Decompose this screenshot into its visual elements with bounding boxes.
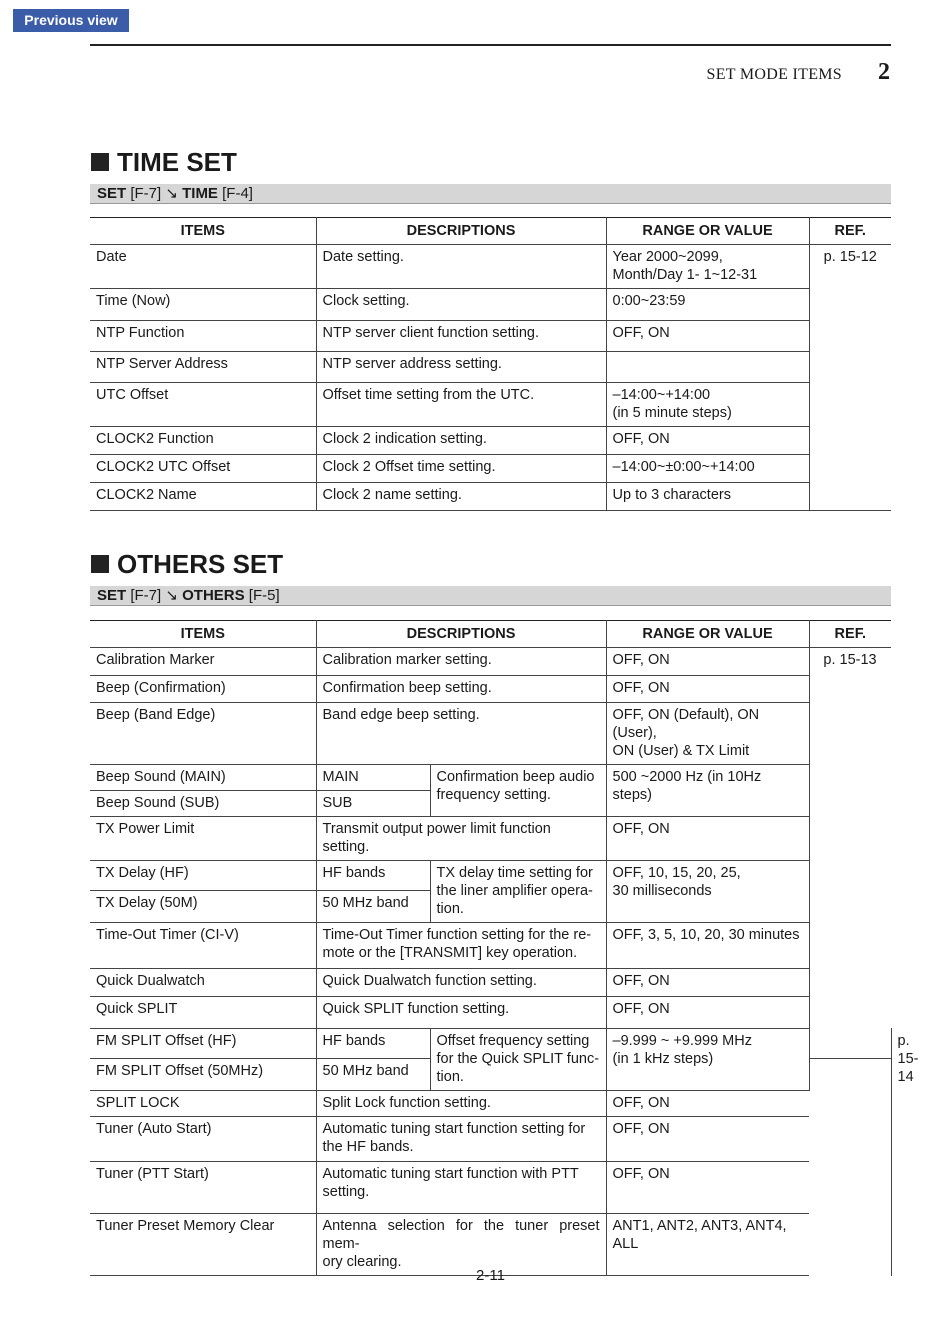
- square-bullet-icon: [91, 153, 109, 171]
- previous-view-button[interactable]: Previous view: [13, 9, 129, 32]
- sub-cell: HF bands: [316, 1029, 430, 1059]
- description-cell: Automatic tuning start function with PTT setting.: [316, 1162, 606, 1214]
- description-cell: Antenna selection for the tuner preset mem- ory clearing.: [316, 1214, 606, 1276]
- item-cell: CLOCK2 UTC Offset: [90, 455, 316, 483]
- description-cell: Date setting.: [316, 245, 606, 289]
- item-cell: Quick SPLIT: [90, 997, 316, 1029]
- range-cell: OFF, ON: [606, 648, 809, 676]
- column-header: RANGE OR VALUE: [606, 621, 809, 648]
- chapter-number: 2: [878, 59, 890, 85]
- range-cell: OFF, ON: [606, 1117, 809, 1162]
- range-cell: OFF, 10, 15, 20, 25, 30 milliseconds: [606, 861, 809, 923]
- range-cell: OFF, ON: [606, 1162, 809, 1214]
- table-row: [90, 923, 891, 969]
- table-row: [90, 455, 891, 483]
- item-cell: Quick Dualwatch: [90, 969, 316, 997]
- item-cell: Tuner (PTT Start): [90, 1162, 316, 1214]
- table-row: [90, 483, 891, 511]
- item-cell: Beep (Band Edge): [90, 703, 316, 765]
- table-row: [90, 1117, 891, 1162]
- column-header: REF.: [809, 218, 891, 245]
- header-rule: [90, 44, 891, 46]
- table-row: [90, 1162, 891, 1214]
- description-cell: NTP server address setting.: [316, 352, 606, 383]
- description-cell: Confirmation beep audio frequency setting.: [430, 765, 606, 817]
- range-cell: OFF, ON: [606, 1091, 809, 1117]
- description-cell: TX delay time setting for the liner amplifier opera- tion.: [430, 861, 606, 923]
- item-cell: Date: [90, 245, 316, 289]
- table-row: [90, 817, 891, 861]
- description-cell: Clock setting.: [316, 289, 606, 321]
- item-cell: Beep (Confirmation): [90, 676, 316, 703]
- time-set-table: [90, 217, 891, 511]
- table-row: [90, 676, 891, 703]
- description-cell: Clock 2 name setting.: [316, 483, 606, 511]
- range-cell: 500 ~2000 Hz (in 10Hz steps): [606, 765, 809, 817]
- description-cell: Band edge beep setting.: [316, 703, 606, 765]
- item-cell: CLOCK2 Name: [90, 483, 316, 511]
- table-row: [90, 427, 891, 455]
- others-set-table: [90, 620, 919, 1276]
- item-cell: Time (Now): [90, 289, 316, 321]
- description-cell: Offset frequency setting for the Quick SPLIT func- tion.: [430, 1029, 606, 1091]
- ref-cell: p. 15-13: [809, 648, 891, 1059]
- sub-cell: SUB: [316, 791, 430, 817]
- table-row: [90, 703, 891, 765]
- time-set-path: [90, 184, 891, 204]
- table-header-row: [90, 621, 891, 648]
- table-row: [90, 1091, 891, 1117]
- description-cell: Transmit output power limit function setting.: [316, 817, 606, 861]
- path-key: OTHERS: [182, 587, 245, 604]
- column-header: ITEMS: [90, 218, 316, 245]
- table-row: FM SPLIT Offset (HF) HF bands Offset frequency setting for the Quick SPLIT func- tion. –9.999 ~ +9.999 MHz (in 1 kHz steps) p. 15-14: [90, 1029, 891, 1059]
- description-cell: Automatic tuning start function setting for the HF bands.: [316, 1117, 606, 1162]
- page-number: 2-11: [476, 1267, 505, 1284]
- path-key: TIME: [182, 185, 218, 202]
- range-cell: OFF, ON (Default), ON (User), ON (User) & TX Limit: [606, 703, 809, 765]
- path-value: [F-7]: [126, 587, 166, 604]
- item-cell: FM SPLIT Offset (50MHz): [90, 1058, 316, 1090]
- description-cell: Time-Out Timer function setting for the re- mote or the [TRANSMIT] key operation.: [316, 923, 606, 969]
- range-cell: OFF, ON: [606, 321, 809, 352]
- range-cell: –14:00~+14:00 (in 5 minute steps): [606, 383, 809, 427]
- square-bullet-icon: [91, 555, 109, 573]
- column-header: REF.: [809, 621, 891, 648]
- range-cell: Up to 3 characters: [606, 483, 809, 511]
- description-cell: Offset time setting from the UTC.: [316, 383, 606, 427]
- range-cell: ANT1, ANT2, ANT3, ANT4, ALL: [606, 1214, 809, 1276]
- column-header: DESCRIPTIONS: [316, 218, 606, 245]
- range-cell: OFF, ON: [606, 969, 809, 997]
- table-row: [90, 997, 891, 1029]
- sub-cell: HF bands: [316, 861, 430, 891]
- table-row: [90, 969, 891, 997]
- item-cell: Beep Sound (MAIN): [90, 765, 316, 791]
- range-cell: OFF, ON: [606, 817, 809, 861]
- others-set-heading: [91, 548, 283, 580]
- table-row: [90, 245, 891, 289]
- table-row: [90, 289, 891, 321]
- sub-cell: MAIN: [316, 765, 430, 791]
- description-cell: NTP server client function setting.: [316, 321, 606, 352]
- others-set-path: [90, 586, 891, 606]
- column-header: DESCRIPTIONS: [316, 621, 606, 648]
- range-cell: OFF, ON: [606, 676, 809, 703]
- table-row: [90, 765, 891, 791]
- description-cell: Clock 2 indication setting.: [316, 427, 606, 455]
- description-cell: Split Lock function setting.: [316, 1091, 606, 1117]
- table-header-row: [90, 218, 891, 245]
- item-cell: Beep Sound (SUB): [90, 791, 316, 817]
- others-set-title: OTHERS SET: [117, 548, 284, 579]
- column-header: RANGE OR VALUE: [606, 218, 809, 245]
- range-cell: –14:00~±0:00~+14:00: [606, 455, 809, 483]
- table-row: [90, 383, 891, 427]
- item-cell: Time-Out Timer (CI-V): [90, 923, 316, 969]
- table-row: [90, 648, 891, 676]
- path-value: [F-5]: [244, 587, 280, 604]
- item-cell: TX Power Limit: [90, 817, 316, 861]
- column-header: ITEMS: [90, 621, 316, 648]
- arrow-icon: ↘: [165, 185, 178, 202]
- description-cell: Quick Dualwatch function setting.: [316, 969, 606, 997]
- path-key: SET: [97, 185, 127, 202]
- description-cell: Clock 2 Offset time setting.: [316, 455, 606, 483]
- path-value: [F-7]: [126, 185, 166, 202]
- range-cell: OFF, ON: [606, 427, 809, 455]
- range-cell: [606, 352, 809, 383]
- item-cell: Calibration Marker: [90, 648, 316, 676]
- running-header-title: SET MODE ITEMS: [706, 66, 842, 83]
- path-key: SET: [97, 587, 127, 604]
- item-cell: NTP Server Address: [90, 352, 316, 383]
- item-cell: TX Delay (HF): [90, 861, 316, 891]
- time-set-title: TIME SET: [117, 146, 237, 177]
- sub-cell: 50 MHz band: [316, 1058, 430, 1090]
- item-cell: TX Delay (50M): [90, 891, 316, 923]
- item-cell: Tuner (Auto Start): [90, 1117, 316, 1162]
- range-cell: 0:00~23:59: [606, 289, 809, 321]
- item-cell: UTC Offset: [90, 383, 316, 427]
- description-cell: Confirmation beep setting.: [316, 676, 606, 703]
- item-cell: SPLIT LOCK: [90, 1091, 316, 1117]
- item-cell: CLOCK2 Function: [90, 427, 316, 455]
- arrow-icon: ↘: [165, 587, 178, 604]
- item-cell: Tuner Preset Memory Clear: [90, 1214, 316, 1276]
- item-cell: NTP Function: [90, 321, 316, 352]
- description-cell: Calibration marker setting.: [316, 648, 606, 676]
- range-cell: Year 2000~2099, Month/Day 1- 1~12-31: [606, 245, 809, 289]
- table-row: [90, 861, 891, 891]
- item-cell: FM SPLIT Offset (HF): [90, 1029, 316, 1059]
- range-cell: OFF, 3, 5, 10, 20, 30 minutes: [606, 923, 809, 969]
- ref-cell: p. 15-12: [809, 245, 891, 511]
- time-set-heading: [91, 146, 237, 178]
- range-cell: –9.999 ~ +9.999 MHz (in 1 kHz steps): [606, 1029, 809, 1091]
- range-cell: OFF, ON: [606, 997, 809, 1029]
- path-value: [F-4]: [217, 185, 253, 202]
- table-row: [90, 321, 891, 352]
- sub-cell: 50 MHz band: [316, 891, 430, 923]
- table-row: [90, 352, 891, 383]
- description-cell: Quick SPLIT function setting.: [316, 997, 606, 1029]
